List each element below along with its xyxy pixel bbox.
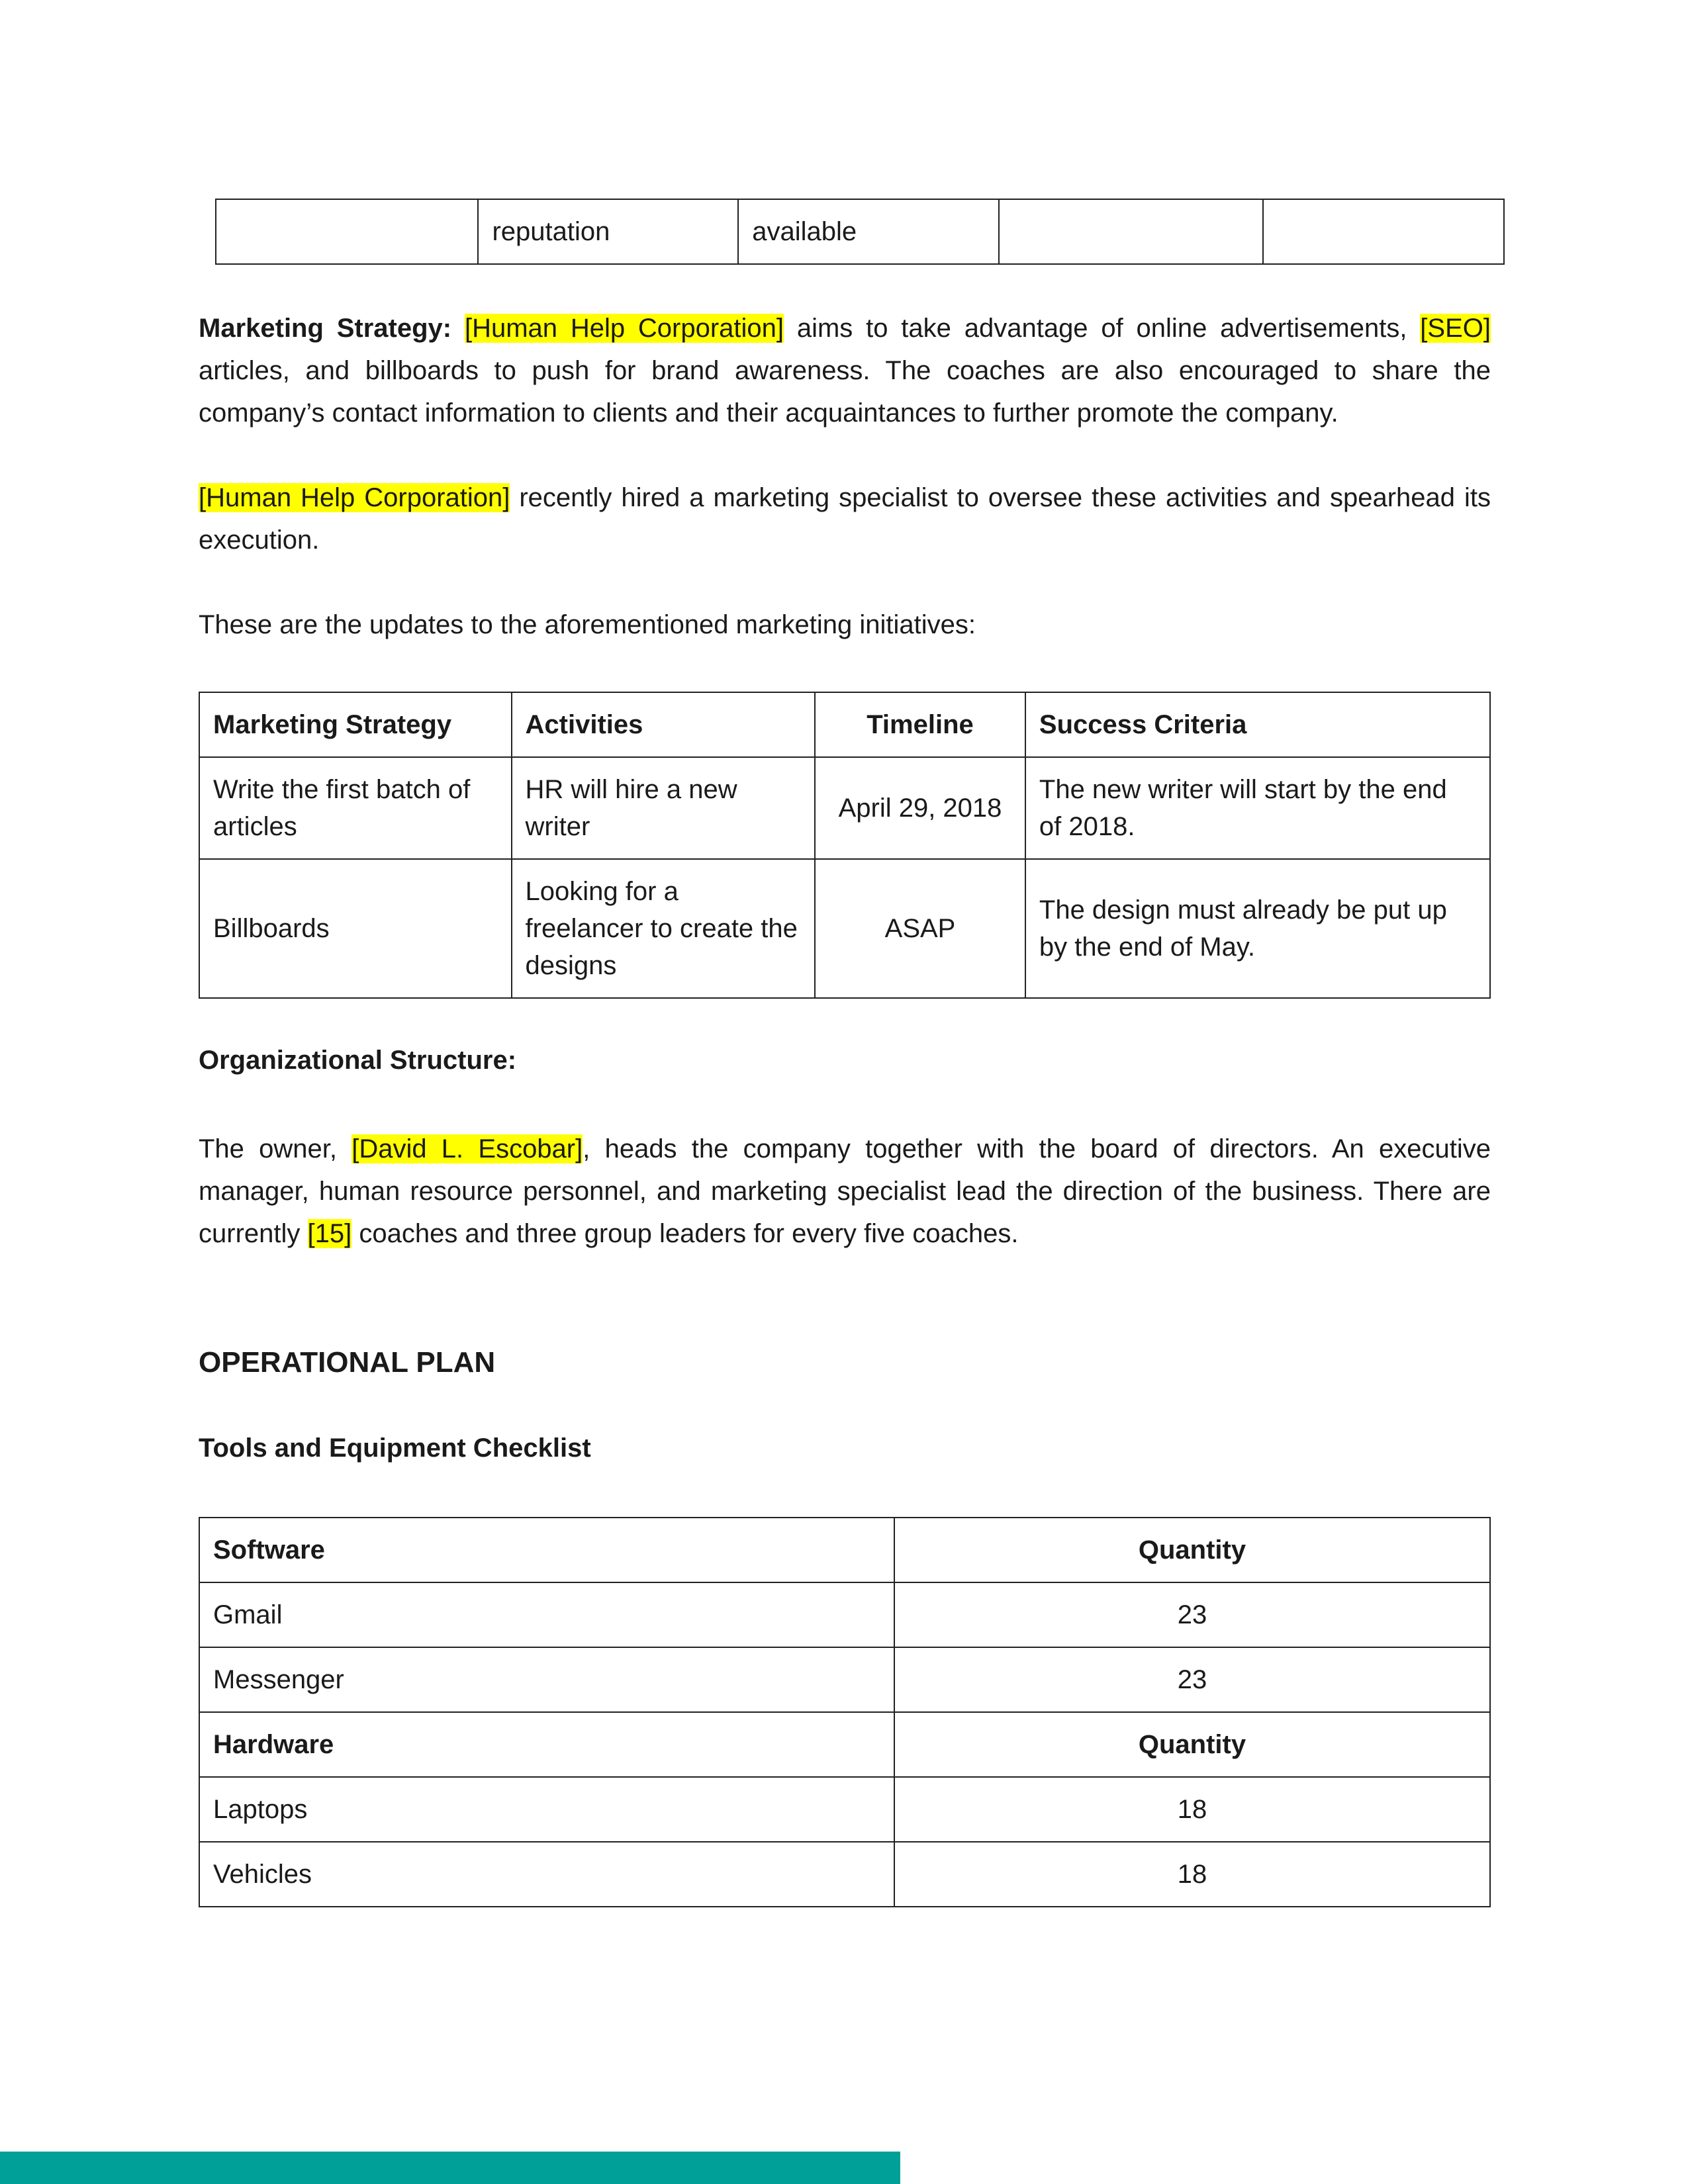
table-cell: Vehicles <box>199 1842 894 1907</box>
table-cell: The design must already be put up by the end of May. <box>1025 859 1490 998</box>
seo-highlight: [SEO] <box>1420 314 1491 343</box>
table-cell: 18 <box>894 1777 1490 1842</box>
column-header: Software <box>199 1518 894 1582</box>
table-header-row <box>199 692 1490 757</box>
table-row <box>216 199 1504 264</box>
company-name-highlight: [Human Help Corporation] <box>199 483 510 512</box>
footer-accent-bar <box>0 2152 900 2184</box>
table-cell <box>216 199 478 264</box>
paragraph-text: The owner, <box>199 1134 352 1163</box>
coach-count-highlight: [15] <box>307 1219 352 1248</box>
table-row <box>199 757 1490 859</box>
table-cell: 18 <box>894 1842 1490 1907</box>
table-cell: Gmail <box>199 1582 894 1647</box>
table-cell: Looking for a freelancer to create the designs <box>512 859 816 998</box>
table-row <box>199 1842 1490 1907</box>
continuation-table <box>215 199 1505 265</box>
table-cell <box>1263 199 1504 264</box>
table-header-row <box>199 1712 1490 1777</box>
table-cell: reputation <box>478 199 738 264</box>
column-header: Marketing Strategy <box>199 692 512 757</box>
table-cell: April 29, 2018 <box>815 757 1025 859</box>
column-header: Hardware <box>199 1712 894 1777</box>
table-cell: 23 <box>894 1582 1490 1647</box>
column-header: Activities <box>512 692 816 757</box>
paragraph-text: recently hired a marketing specialist to oversee these activities and spearhead its execution. <box>199 483 1491 555</box>
table-cell: 23 <box>894 1647 1490 1712</box>
column-header: Quantity <box>894 1712 1490 1777</box>
column-header: Timeline <box>815 692 1025 757</box>
table-cell: Write the first batch of articles <box>199 757 512 859</box>
paragraph-text: articles, and billboards to push for brand awareness. The coaches are also encouraged to share the company’s contact information to clients and their acquaintances to further promote the company. <box>199 356 1491 428</box>
tools-equipment-table <box>199 1517 1491 1907</box>
table-cell: The new writer will start by the end of 2018. <box>1025 757 1490 859</box>
table-cell: HR will hire a new writer <box>512 757 816 859</box>
company-name-highlight: [Human Help Corporation] <box>464 314 784 343</box>
tools-checklist-heading: Tools and Equipment Checklist <box>199 1433 591 1463</box>
table-cell: ASAP <box>815 859 1025 998</box>
table-row <box>199 1582 1490 1647</box>
marketing-table <box>199 692 1491 999</box>
table-cell: available <box>738 199 999 264</box>
org-structure-heading: Organizational Structure: <box>199 1046 517 1075</box>
paragraph-text: coaches and three group leaders for every five coaches. <box>352 1219 1019 1248</box>
table-row <box>199 1777 1490 1842</box>
hire-paragraph <box>199 477 1491 561</box>
marketing-strategy-label: Marketing Strategy: <box>199 314 452 343</box>
updates-intro: These are the updates to the aforementioned marketing initiatives: <box>199 610 976 639</box>
paragraph-text: aims to take advantage of online advertisements, <box>784 314 1421 343</box>
owner-name-highlight: [David L. Escobar] <box>352 1134 583 1163</box>
table-header-row <box>199 1518 1490 1582</box>
table-cell <box>999 199 1263 264</box>
column-header: Success Criteria <box>1025 692 1490 757</box>
paragraph-text: , heads the company together with the board of directors. An executive manager, human resource personnel, and marketing specialist lead the direction of the business. There are currently <box>199 1134 1491 1248</box>
org-structure-paragraph <box>199 1128 1491 1255</box>
table-cell: Billboards <box>199 859 512 998</box>
column-header: Quantity <box>894 1518 1490 1582</box>
operational-plan-heading: OPERATIONAL PLAN <box>199 1346 496 1379</box>
table-row <box>199 859 1490 998</box>
table-row <box>199 1647 1490 1712</box>
table-cell: Messenger <box>199 1647 894 1712</box>
marketing-strategy-paragraph <box>199 307 1491 434</box>
table-cell: Laptops <box>199 1777 894 1842</box>
